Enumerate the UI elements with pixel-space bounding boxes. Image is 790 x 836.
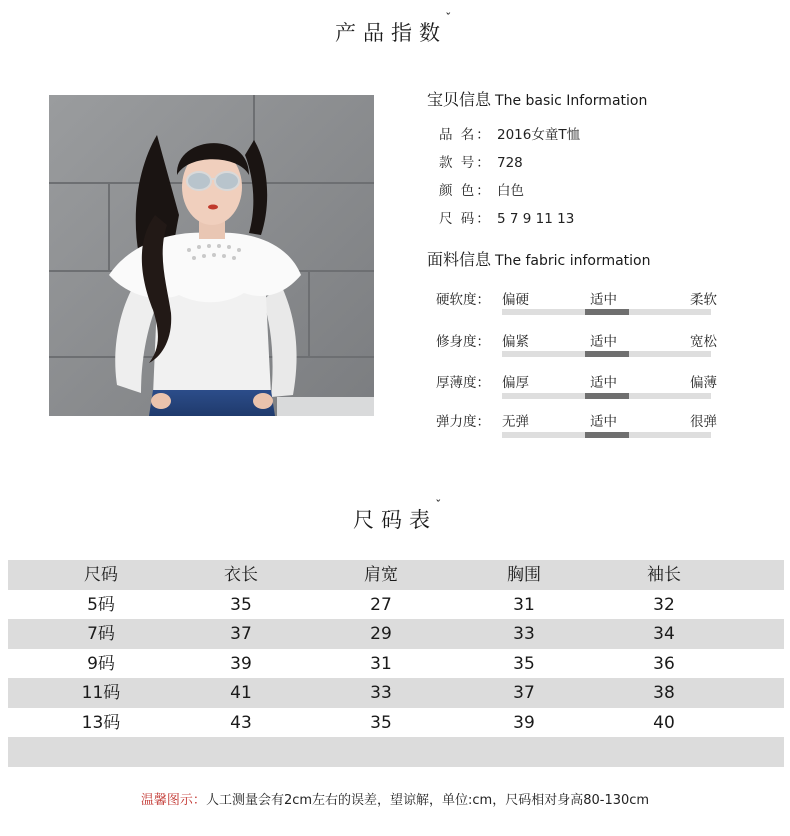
size-header-cell: 肩宽 xyxy=(364,565,398,585)
size-cell: 41 xyxy=(230,683,252,703)
fabric-label-fit: 修身度： xyxy=(436,334,490,350)
size-cell: 35 xyxy=(513,653,535,674)
fabric-bar-marker xyxy=(585,309,629,315)
fabric-bar-elasticity xyxy=(502,432,711,438)
measurement-note xyxy=(0,789,790,808)
info-row-color xyxy=(439,179,524,199)
size-cell: 5码 xyxy=(87,594,115,615)
size-table-footer-bar xyxy=(8,737,784,767)
size-table-row xyxy=(8,708,784,738)
fabric-option-middle: 适中 xyxy=(590,414,617,430)
size-chart-title xyxy=(353,498,441,534)
info-row-name xyxy=(439,123,580,143)
fabric-label-elasticity: 弹力度： xyxy=(436,414,490,430)
size-cell: 33 xyxy=(513,624,535,644)
size-cell: 35 xyxy=(370,712,392,733)
fabric-bar-fit xyxy=(502,351,711,357)
note-prefix: 温馨图示： xyxy=(140,793,206,808)
size-chart-tick: ˇ xyxy=(435,498,441,511)
size-table xyxy=(8,560,784,737)
fabric-bar-marker xyxy=(585,393,629,399)
size-cell: 31 xyxy=(370,653,392,674)
size-cell: 43 xyxy=(230,712,252,733)
fabric-info-heading xyxy=(427,247,651,270)
size-header-cell: 袖长 xyxy=(647,565,681,585)
size-table-row xyxy=(8,590,784,620)
size-cell: 7码 xyxy=(87,624,115,644)
fabric-option-left: 偏紧 xyxy=(502,334,529,350)
fabric-option-right: 偏薄 xyxy=(690,375,717,391)
fabric-option-right: 柔软 xyxy=(690,292,717,308)
fabric-bar-thickness xyxy=(502,393,711,399)
note-text: 人工测量会有2cm左右的误差，望谅解，单位:cm，尺码相对身高80-130cm xyxy=(205,793,650,808)
fabric-option-right: 很弹 xyxy=(690,414,717,430)
info-label: 款 号： xyxy=(439,155,492,171)
fabric-option-middle: 适中 xyxy=(590,375,617,391)
info-row-style-number xyxy=(439,151,523,171)
basic-info-heading-en: The basic Information xyxy=(495,93,648,109)
info-value: 5 7 9 11 13 xyxy=(497,211,575,227)
size-cell: 39 xyxy=(513,712,535,733)
basic-info-heading-cn: 宝贝信息 xyxy=(427,90,492,109)
page-title-text: 产品指数 xyxy=(335,21,447,45)
fabric-option-left: 偏厚 xyxy=(502,375,529,391)
fabric-bar-marker xyxy=(585,351,629,357)
size-cell: 37 xyxy=(230,624,252,644)
size-cell: 37 xyxy=(513,683,535,703)
size-header-cell: 胸围 xyxy=(507,565,541,585)
size-cell: 34 xyxy=(653,624,675,644)
fabric-option-right: 宽松 xyxy=(690,334,717,350)
size-table-row xyxy=(8,649,784,679)
size-table-header-row xyxy=(8,560,784,590)
size-cell: 11码 xyxy=(81,683,121,703)
size-cell: 40 xyxy=(653,712,675,733)
size-cell: 13码 xyxy=(81,712,121,733)
size-cell: 27 xyxy=(370,594,392,615)
size-cell: 9码 xyxy=(87,653,115,674)
size-header-cell: 尺码 xyxy=(84,565,118,585)
info-value: 728 xyxy=(497,155,523,171)
product-photo xyxy=(49,95,374,416)
product-photo-illustration xyxy=(49,95,374,416)
size-cell: 32 xyxy=(653,594,675,615)
size-cell: 36 xyxy=(653,653,675,674)
fabric-option-middle: 适中 xyxy=(590,334,617,350)
fabric-option-left: 偏硬 xyxy=(502,292,529,308)
title-tick: ˇ xyxy=(445,11,451,24)
info-label: 颜 色： xyxy=(439,183,492,199)
size-chart-title-text: 尺码表 xyxy=(353,508,437,532)
size-header-cell: 衣长 xyxy=(224,565,258,585)
fabric-option-left: 无弹 xyxy=(502,414,529,430)
info-label: 尺 码： xyxy=(439,211,492,227)
fabric-label-softness: 硬软度： xyxy=(436,292,490,308)
info-value: 白色 xyxy=(497,183,524,199)
size-table-row xyxy=(8,619,784,649)
basic-info-heading xyxy=(427,87,647,110)
fabric-label-thickness: 厚薄度： xyxy=(436,375,490,391)
fabric-bar-marker xyxy=(585,432,629,438)
size-cell: 31 xyxy=(513,594,535,615)
size-cell: 33 xyxy=(370,683,392,703)
fabric-info-heading-en: The fabric information xyxy=(495,253,651,269)
fabric-option-middle: 适中 xyxy=(590,292,617,308)
fabric-info-heading-cn: 面料信息 xyxy=(427,250,492,269)
size-table-row xyxy=(8,678,784,708)
info-value: 2016女童T恤 xyxy=(497,127,581,143)
fabric-bar-softness xyxy=(502,309,711,315)
size-cell: 35 xyxy=(230,594,252,615)
info-row-sizes xyxy=(439,207,574,227)
size-cell: 39 xyxy=(230,653,252,674)
size-cell: 38 xyxy=(653,683,675,703)
size-cell: 29 xyxy=(370,624,392,644)
info-label: 品 名： xyxy=(439,127,492,143)
page-title xyxy=(335,11,451,47)
